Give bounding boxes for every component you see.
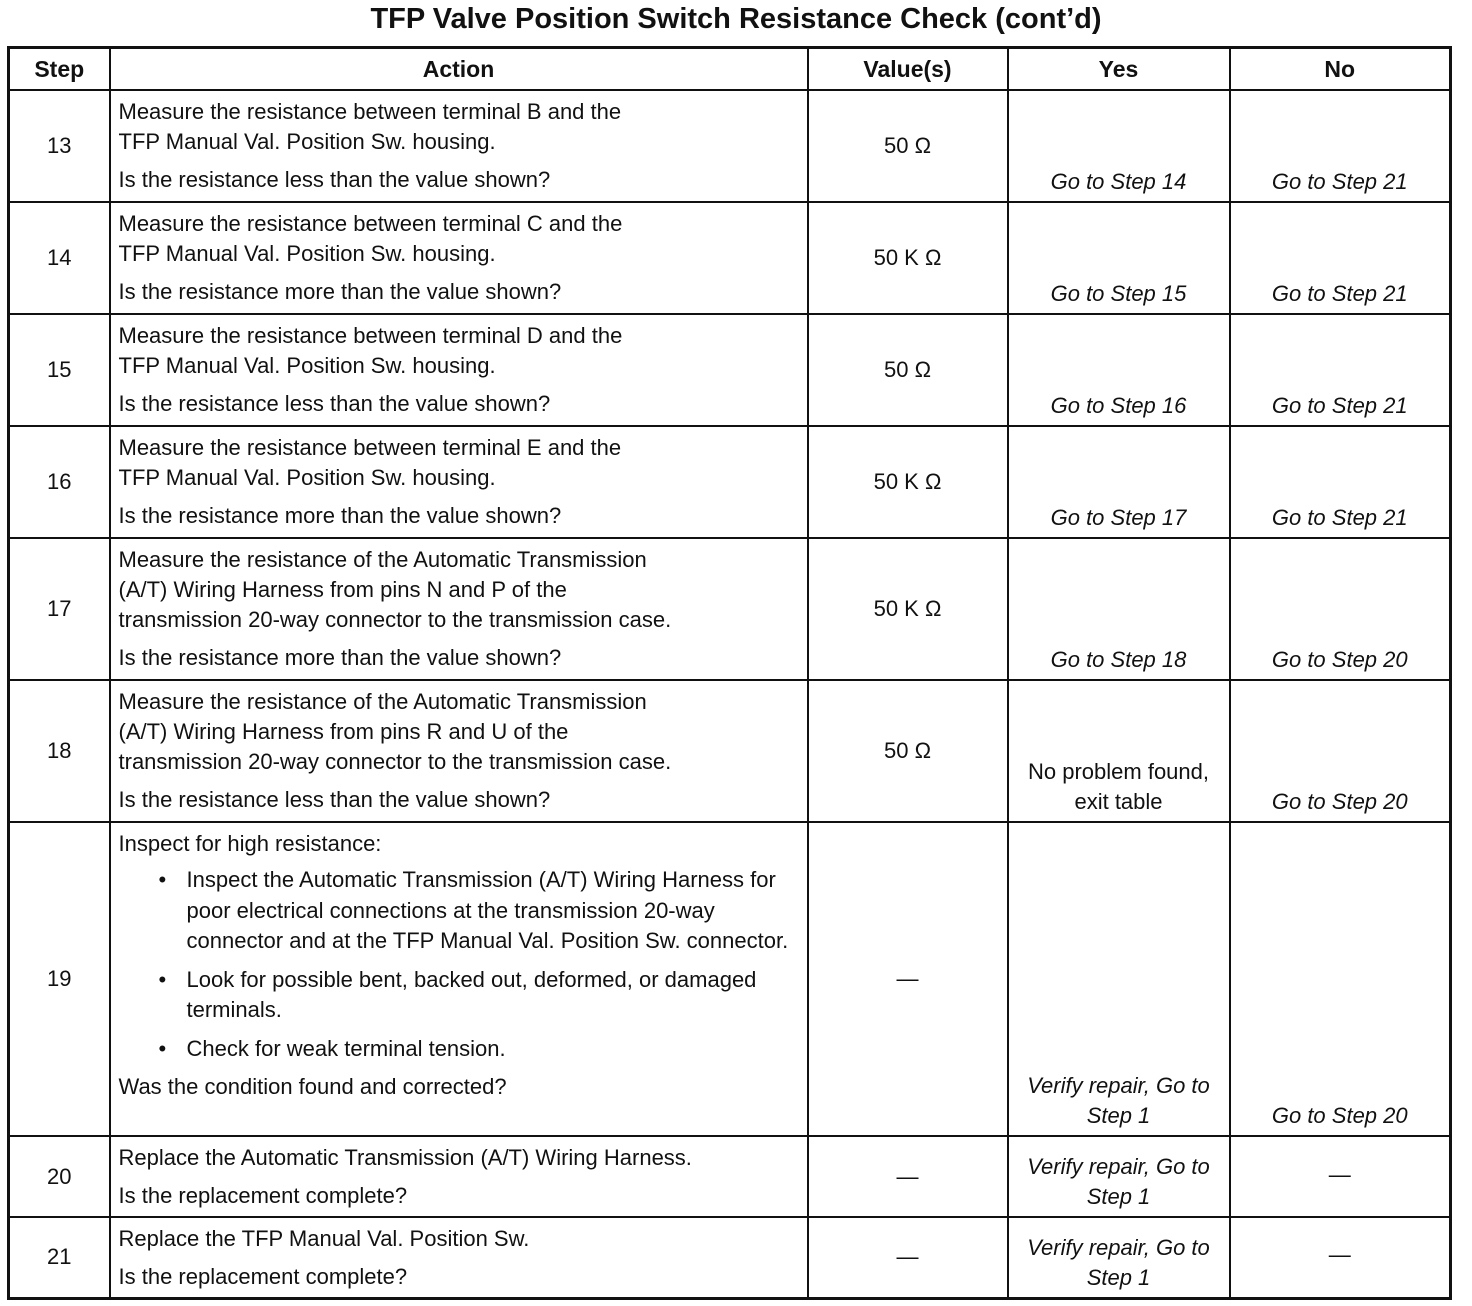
- value-cell: 50 Ω: [808, 90, 1008, 202]
- action-intro: Inspect for high resistance:: [118, 831, 382, 856]
- table-row: [9, 538, 1451, 680]
- action-cell: [110, 314, 808, 426]
- bullet-list: [119, 865, 799, 1064]
- step-number: 17: [9, 538, 110, 680]
- action-cell: [110, 822, 808, 1136]
- no-cell: Go to Step 21: [1230, 90, 1451, 202]
- action-question: Is the resistance more than the value shown?: [118, 279, 562, 304]
- action-line: Measure the resistance between terminal B and the: [118, 99, 622, 124]
- action-line: Measure the resistance between terminal D and the: [118, 323, 623, 348]
- action-line: Replace the TFP Manual Val. Position Sw.: [118, 1226, 530, 1251]
- action-question: Is the resistance less than the value shown?: [118, 391, 551, 416]
- action-cell: [110, 90, 808, 202]
- action-line: TFP Manual Val. Position Sw. housing.: [118, 465, 496, 490]
- step-number: 13: [9, 90, 110, 202]
- value-cell: —: [808, 1217, 1008, 1298]
- no-cell: Go to Step 20: [1230, 822, 1451, 1136]
- table-row: [9, 680, 1451, 822]
- no-cell: Go to Step 21: [1230, 426, 1451, 538]
- table-row: [9, 822, 1451, 1136]
- action-line: TFP Manual Val. Position Sw. housing.: [118, 353, 496, 378]
- value-cell: 50 K Ω: [808, 202, 1008, 314]
- bullet-item: • Check for weak terminal tension.: [159, 1034, 799, 1065]
- yes-cell: Go to Step 18: [1008, 538, 1230, 680]
- yes-cell: Verify repair, Go to Step 1: [1008, 1217, 1230, 1298]
- value-cell: 50 K Ω: [808, 426, 1008, 538]
- yes-cell: Go to Step 17: [1008, 426, 1230, 538]
- yes-cell: Go to Step 15: [1008, 202, 1230, 314]
- step-number: 18: [9, 680, 110, 822]
- no-cell: —: [1230, 1217, 1451, 1298]
- action-cell: [110, 680, 808, 822]
- table-row: [9, 1217, 1451, 1298]
- step-number: 15: [9, 314, 110, 426]
- yes-cell: Go to Step 14: [1008, 90, 1230, 202]
- action-line: Measure the resistance between terminal C and the: [118, 211, 623, 236]
- action-line: Measure the resistance of the Automatic Transmission: [118, 689, 647, 714]
- header-yes: Yes: [1008, 48, 1230, 91]
- value-cell: —: [808, 822, 1008, 1136]
- no-cell: Go to Step 20: [1230, 680, 1451, 822]
- action-line: TFP Manual Val. Position Sw. housing.: [118, 129, 496, 154]
- step-number: 16: [9, 426, 110, 538]
- action-line: (A/T) Wiring Harness from pins R and U of the: [118, 719, 569, 744]
- header-row: [9, 48, 1451, 91]
- step-number: 21: [9, 1217, 110, 1298]
- action-cell: [110, 426, 808, 538]
- step-number: 14: [9, 202, 110, 314]
- value-cell: —: [808, 1136, 1008, 1217]
- action-cell: [110, 1136, 808, 1217]
- action-line: transmission 20-way connector to the transmission case.: [118, 607, 672, 632]
- table-row: [9, 202, 1451, 314]
- page-title: TFP Valve Position Switch Resistance Check (cont’d): [370, 3, 1102, 35]
- header-no: No: [1230, 48, 1451, 91]
- action-line: (A/T) Wiring Harness from pins N and P of the: [118, 577, 567, 602]
- action-question: Is the resistance less than the value shown?: [118, 787, 551, 812]
- no-cell: Go to Step 20: [1230, 538, 1451, 680]
- action-line: Replace the Automatic Transmission (A/T) Wiring Harness.: [118, 1145, 692, 1170]
- resistance-check-table: [7, 46, 1452, 1300]
- table-row: [9, 314, 1451, 426]
- yes-cell: Go to Step 16: [1008, 314, 1230, 426]
- no-cell: Go to Step 21: [1230, 202, 1451, 314]
- yes-cell: Verify repair, Go to Step 1: [1008, 822, 1230, 1136]
- action-question: Is the replacement complete?: [118, 1264, 408, 1289]
- table-row: [9, 1136, 1451, 1217]
- action-line: transmission 20-way connector to the transmission case.: [118, 749, 672, 774]
- table-row: [9, 426, 1451, 538]
- action-line: Measure the resistance of the Automatic Transmission: [118, 547, 647, 572]
- table-row: [9, 90, 1451, 202]
- header-action: Action: [110, 48, 808, 91]
- value-cell: 50 Ω: [808, 680, 1008, 822]
- yes-cell: Verify repair, Go to Step 1: [1008, 1136, 1230, 1217]
- step-number: 19: [9, 822, 110, 1136]
- action-line: Measure the resistance between terminal E and the: [118, 435, 622, 460]
- action-cell: [110, 538, 808, 680]
- action-cell: [110, 202, 808, 314]
- value-cell: 50 Ω: [808, 314, 1008, 426]
- action-question: Is the replacement complete?: [118, 1183, 408, 1208]
- yes-cell: No problem found, exit table: [1008, 680, 1230, 822]
- action-question: Is the resistance more than the value shown?: [118, 645, 562, 670]
- bullet-item: • Look for possible bent, backed out, deformed, or damaged terminals.: [159, 965, 799, 1026]
- action-cell: [110, 1217, 808, 1298]
- no-cell: —: [1230, 1136, 1451, 1217]
- no-cell: Go to Step 21: [1230, 314, 1451, 426]
- action-question: Is the resistance less than the value shown?: [118, 167, 551, 192]
- action-question: Is the resistance more than the value shown?: [118, 503, 562, 528]
- bullet-item: • Inspect the Automatic Transmission (A/T) Wiring Harness for poor electrical connections at the transmission 20-way connector and at the TFP Manual Val. Position Sw. connector.: [159, 865, 799, 957]
- value-cell: 50 K Ω: [808, 538, 1008, 680]
- action-line: TFP Manual Val. Position Sw. housing.: [118, 241, 496, 266]
- header-value: Value(s): [808, 48, 1008, 91]
- header-step: Step: [9, 48, 110, 91]
- step-number: 20: [9, 1136, 110, 1217]
- action-question: Was the condition found and corrected?: [118, 1074, 507, 1099]
